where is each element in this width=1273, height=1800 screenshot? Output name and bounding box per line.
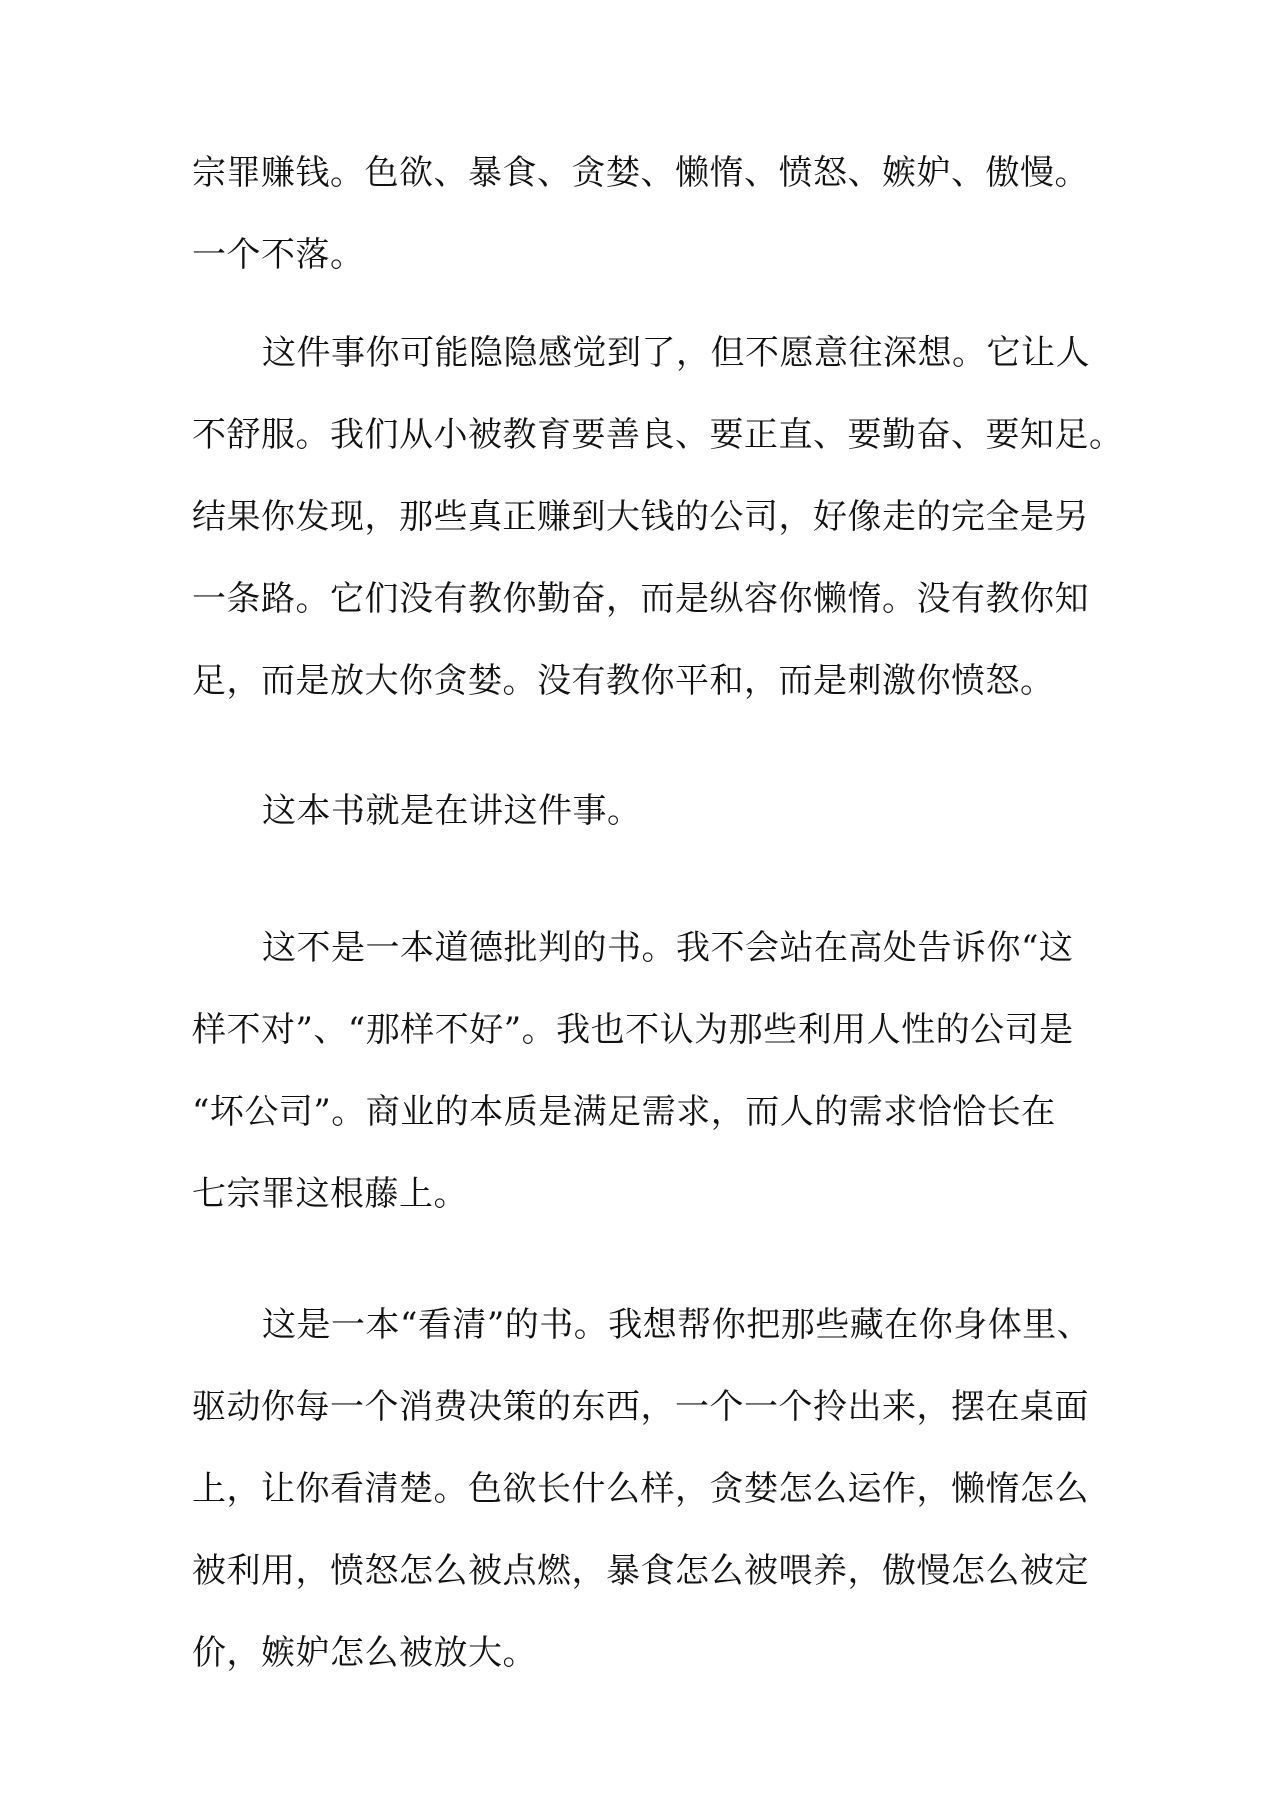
text-line: 足，而是放大你贪婪。没有教你平和，而是刺激你愤怒。: [192, 661, 1055, 701]
text-line: 宗罪赚钱。色欲、暴食、贪婪、懒惰、愤怒、嫉妒、傲慢。: [192, 153, 1089, 193]
paragraph-1: [192, 132, 1092, 296]
text-line: 被利用，愤怒怎么被点燃，暴食怎么被喂养，傲慢怎么被定: [192, 1551, 1089, 1591]
paragraph-3: [192, 770, 1092, 852]
text-line: 样不对”、“那样不好”。我也不认为那些利用人性的公司是: [192, 1010, 1074, 1050]
paragraph-5: [192, 1284, 1092, 1694]
paragraph-2: [192, 312, 1124, 722]
text-line: 上，让你看清楚。色欲长什么样，贪婪怎么运作，懒惰怎么: [192, 1469, 1089, 1509]
text-line: 这不是一本道德批判的书。我不会站在高处告诉你“这: [262, 928, 1074, 968]
text-line: “坏公司”。商业的本质是满足需求，而人的需求恰恰长在: [192, 1092, 1056, 1132]
text-line: 一条路。它们没有教你勤奋，而是纵容你懒惰。没有教你知: [192, 579, 1089, 619]
text-line: 不舒服。我们从小被教育要善良、要正直、要勤奋、要知足。: [192, 415, 1124, 455]
text-line: 这本书就是在讲这件事。: [262, 791, 642, 831]
text-line: 这件事你可能隐隐感觉到了，但不愿意往深想。它让人: [262, 333, 1090, 373]
text-line: 一个不落。: [192, 235, 365, 275]
paragraph-4: [192, 907, 1092, 1235]
text-line: 这是一本“看清”的书。我想帮你把那些藏在你身体里、: [262, 1305, 1092, 1345]
text-line: 结果你发现，那些真正赚到大钱的公司，好像走的完全是另: [192, 497, 1089, 537]
text-line: 价，嫉妒怎么被放大。: [192, 1633, 537, 1673]
text-line: 七宗罪这根藤上。: [192, 1174, 468, 1214]
text-line: 驱动你每一个消费决策的东西，一个一个拎出来，摆在桌面: [192, 1387, 1089, 1427]
